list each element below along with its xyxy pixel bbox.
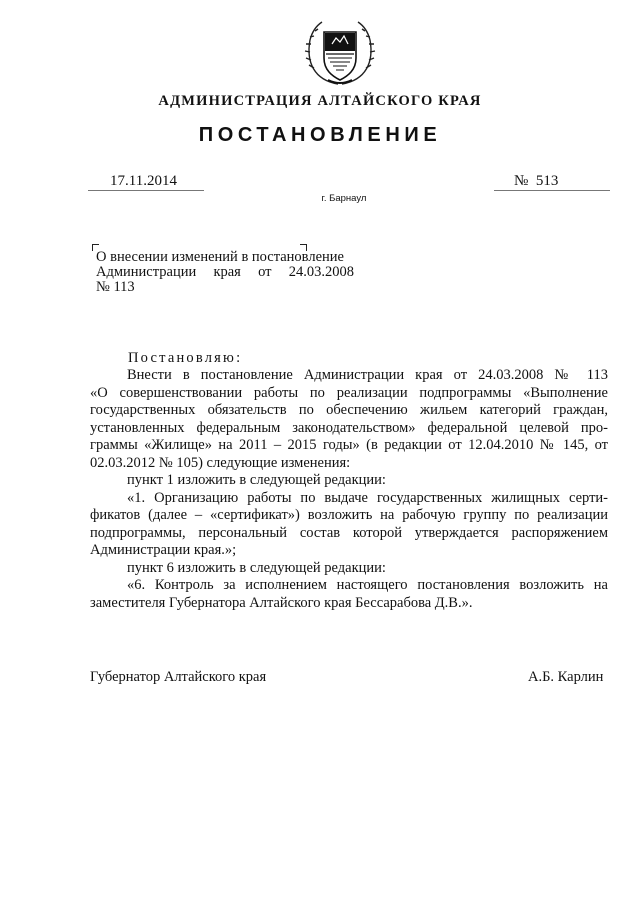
body-line: пункт 1 изложить в следующей редакции: xyxy=(127,472,386,488)
body-line: государственных обязательств по обеспечению жильем категорий граждан, xyxy=(90,402,608,418)
decree-word: Постановляю: xyxy=(128,350,243,366)
subject-word: Администрации xyxy=(96,264,197,280)
number-value: 513 xyxy=(535,173,559,189)
document-date: 17.11.2014 xyxy=(110,173,177,189)
body-line: Внести в постановление Администрации края от 24.03.2008 № 113 xyxy=(127,367,608,383)
document-type-title: ПОСТАНОВЛЕНИЕ xyxy=(198,124,442,146)
body-line: Администрации края.»; xyxy=(90,542,237,558)
signatory-name: А.Б. Карлин xyxy=(528,669,604,685)
body-line: граммы «Жилище» на 2011 – 2015 годы» (в редакции от 12.04.2010 № 145, от xyxy=(90,437,608,453)
date-underline xyxy=(88,190,204,191)
body-line: «1. Организацию работы по выдаче государственных жилищных серти- xyxy=(127,489,608,506)
body-line: подпрограммы, персональный состав которой утверждается распоряжением xyxy=(90,524,608,541)
signatory-position: Губернатор Алтайского края xyxy=(90,669,267,685)
coat-of-arms-emblem xyxy=(300,18,380,88)
subject-word: края xyxy=(213,264,241,280)
document-body xyxy=(90,367,608,612)
subject-line-1: О внесении изменений в постановление xyxy=(96,249,344,265)
subject-line-2 xyxy=(96,265,354,280)
organization-name: АДМИНИСТРАЦИЯ АЛТАЙСКОГО КРАЯ xyxy=(158,93,482,109)
body-line: пункт 6 изложить в следующей редакции: xyxy=(127,559,386,576)
body-line: фикатов (далее – «сертификат») возложить на рабочую группу по реализации xyxy=(90,507,608,523)
body-line: «6. Контроль за исполнением настоящего постановления возложить на xyxy=(127,577,608,593)
subject-word: 24.03.2008 xyxy=(288,264,354,280)
document-number xyxy=(514,173,558,190)
body-line: 02.03.2012 № 105) следующие изменения: xyxy=(90,454,351,471)
body-line: заместителя Губернатора Алтайского края Бессарабова Д.В.». xyxy=(90,594,473,611)
number-label: № xyxy=(514,173,529,189)
number-underline xyxy=(494,190,610,191)
body-line: «О совершенствовании работы по реализации подпрограммы «Выполнение xyxy=(90,384,608,401)
city-name: г. Барнаул xyxy=(321,193,367,204)
subject-word: от xyxy=(258,264,272,280)
subject-line-3: № 113 xyxy=(96,279,135,295)
document-subject xyxy=(96,250,356,295)
body-line: установленных федеральным законодательством» федеральной целевой про- xyxy=(90,419,608,436)
